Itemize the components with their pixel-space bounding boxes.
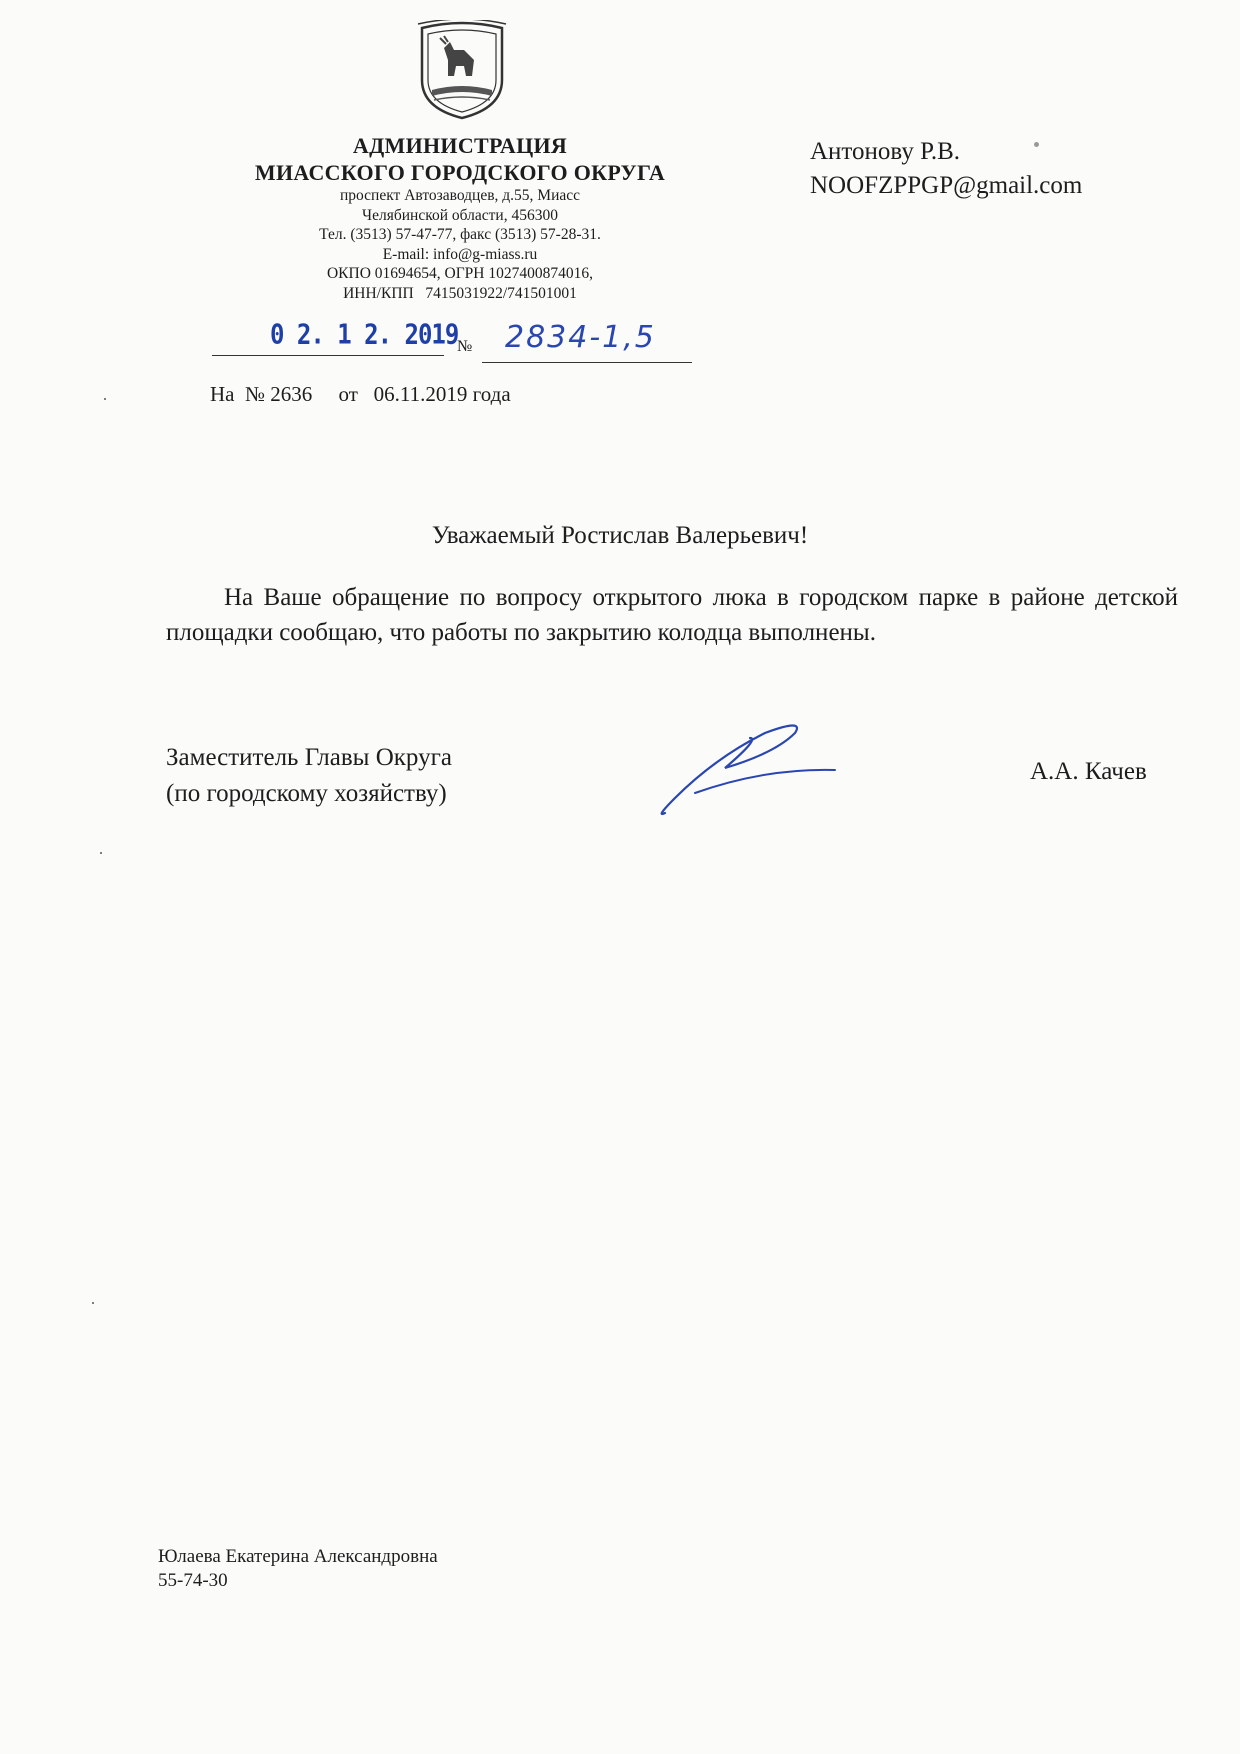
executor-name: Юлаева Екатерина Александровна bbox=[158, 1546, 438, 1567]
org-email: E-mail: info@g-miass.ru bbox=[382, 245, 538, 263]
scan-speck bbox=[100, 852, 102, 854]
org-name-line2: МИАССКОГО ГОРОДСКОГО ОКРУГА bbox=[254, 160, 666, 185]
letterhead bbox=[200, 132, 720, 303]
recipient-block bbox=[810, 135, 1082, 203]
recipient-email: NOOFZPPGP@gmail.com bbox=[810, 172, 1083, 199]
reference-line: На № 2636 от 06.11.2019 года bbox=[210, 382, 511, 406]
position-line2: (по городскому хозяйству) bbox=[166, 780, 447, 807]
date-underline bbox=[212, 355, 444, 356]
signer-position bbox=[166, 740, 452, 812]
number-sign: № bbox=[457, 338, 473, 355]
inn-kpp: ИНН/КПП 7415031922/741501001 bbox=[343, 284, 577, 302]
recipient-name: Антонову Р.В. bbox=[810, 138, 961, 165]
number-underline bbox=[482, 362, 692, 363]
address-line1: проспект Автозаводцев, д.55, Миасс bbox=[339, 187, 581, 204]
salutation: Уважаемый Ростислав Валерьевич! bbox=[431, 522, 809, 549]
executor-phone: 55-74-30 bbox=[158, 1570, 228, 1591]
coat-of-arms-icon bbox=[414, 20, 510, 120]
signer-name: А.А. Качев bbox=[1030, 758, 1147, 785]
date-stamp: 0 2. 1 2. 2019 bbox=[270, 318, 459, 351]
scan-speck bbox=[104, 398, 106, 400]
position-line1: Заместитель Главы Округа bbox=[166, 744, 452, 771]
phone-fax: Тел. (3513) 57-47-77, факс (3513) 57-28-31. bbox=[319, 226, 601, 243]
scan-speck bbox=[92, 1302, 94, 1304]
okpo-ogrn: ОКПО 01694654, ОГРН 1027400874016, bbox=[326, 265, 593, 282]
handwritten-signature bbox=[655, 718, 845, 823]
executor-block bbox=[158, 1545, 438, 1593]
address-line2: Челябинской области, 456300 bbox=[362, 206, 558, 224]
scan-speck bbox=[1034, 142, 1039, 147]
registration-number: 2834-1,5 bbox=[505, 320, 656, 355]
letter-body: На Ваше обращение по вопросу открытого люка в городском парке в районе детской площадки сообщаю, что работы по закрытию колодца выполнены. bbox=[166, 584, 1178, 646]
org-name-line1: АДМИНИСТРАЦИЯ bbox=[352, 133, 568, 158]
